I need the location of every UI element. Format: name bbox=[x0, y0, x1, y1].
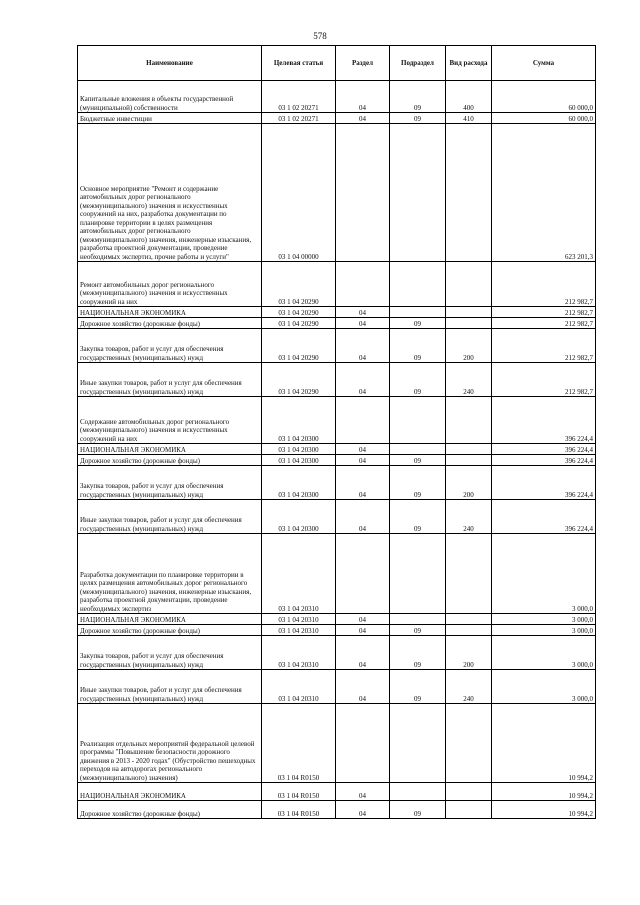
row-name bbox=[78, 466, 262, 500]
row-name-text: Иные закупки товаров, работ и услуг для обеспечения государственных (муниципальных) нужд bbox=[80, 379, 242, 396]
row-name-text: НАЦИОНАЛЬНАЯ ЭКОНОМИКА bbox=[80, 791, 186, 800]
row-section: 04 bbox=[336, 81, 390, 113]
row-target-article: 03 1 04 20310 bbox=[262, 534, 336, 614]
row-subsection: 09 bbox=[390, 329, 446, 363]
table-row bbox=[78, 124, 596, 262]
row-sum: 212 982,7 bbox=[492, 307, 596, 318]
row-name bbox=[78, 397, 262, 444]
row-name-text: Бюджетные инвестиции bbox=[80, 114, 152, 123]
row-sum: 212 982,7 bbox=[492, 318, 596, 329]
row-name bbox=[78, 455, 262, 466]
table-row bbox=[78, 704, 596, 783]
row-name-text: НАЦИОНАЛЬНАЯ ЭКОНОМИКА bbox=[80, 615, 186, 624]
table-row bbox=[78, 636, 596, 670]
row-subsection: 09 bbox=[390, 113, 446, 124]
row-section: 04 bbox=[336, 113, 390, 124]
row-name bbox=[78, 444, 262, 455]
row-sum: 396 224,4 bbox=[492, 466, 596, 500]
row-subsection: 09 bbox=[390, 636, 446, 670]
row-name-text: НАЦИОНАЛЬНАЯ ЭКОНОМИКА bbox=[80, 308, 186, 317]
row-expense-type: 240 bbox=[446, 500, 492, 534]
row-target-article: 03 1 04 20290 bbox=[262, 262, 336, 307]
row-section: 04 bbox=[336, 500, 390, 534]
table-row bbox=[78, 801, 596, 819]
row-name-text: Иные закупки товаров, работ и услуг для обеспечения государственных (муниципальных) нужд bbox=[80, 516, 242, 533]
row-target-article: 03 1 04 20300 bbox=[262, 455, 336, 466]
row-section: 04 bbox=[336, 625, 390, 636]
row-expense-type bbox=[446, 614, 492, 625]
row-expense-type bbox=[446, 783, 492, 801]
table-row bbox=[78, 329, 596, 363]
row-subsection bbox=[390, 704, 446, 783]
header-sum: Сумма bbox=[492, 46, 596, 81]
row-section: 04 bbox=[336, 329, 390, 363]
table-row bbox=[78, 81, 596, 113]
row-name bbox=[78, 614, 262, 625]
row-expense-type bbox=[446, 534, 492, 614]
row-subsection: 09 bbox=[390, 801, 446, 819]
header-name: Наименование bbox=[78, 46, 262, 81]
row-name-text: Реализация отдельных мероприятий федеральной целевой программы "Повышение безопасности дорожного движения в 2013 - 2020 годах" (Обустройство пешеходных переходов на автодорогах регионального (межмуниципального) значения) bbox=[80, 739, 256, 782]
row-name bbox=[78, 670, 262, 704]
table-row bbox=[78, 397, 596, 444]
row-name bbox=[78, 801, 262, 819]
table-row bbox=[78, 783, 596, 801]
row-subsection: 09 bbox=[390, 318, 446, 329]
table-row bbox=[78, 500, 596, 534]
row-section: 04 bbox=[336, 444, 390, 455]
row-sum: 623 201,3 bbox=[492, 124, 596, 262]
row-name bbox=[78, 363, 262, 397]
table-row bbox=[78, 670, 596, 704]
row-sum: 3 000,0 bbox=[492, 534, 596, 614]
header-section: Раздел bbox=[336, 46, 390, 81]
row-sum: 212 982,7 bbox=[492, 363, 596, 397]
row-sum: 396 224,4 bbox=[492, 444, 596, 455]
row-subsection: 09 bbox=[390, 625, 446, 636]
row-subsection: 09 bbox=[390, 466, 446, 500]
row-sum: 212 982,7 bbox=[492, 329, 596, 363]
row-expense-type: 200 bbox=[446, 636, 492, 670]
table-row bbox=[78, 466, 596, 500]
row-expense-type: 240 bbox=[446, 670, 492, 704]
row-subsection: 09 bbox=[390, 670, 446, 704]
row-sum: 396 224,4 bbox=[492, 455, 596, 466]
row-subsection bbox=[390, 534, 446, 614]
row-target-article: 03 1 04 20310 bbox=[262, 625, 336, 636]
row-subsection bbox=[390, 307, 446, 318]
row-name bbox=[78, 636, 262, 670]
table-row bbox=[78, 113, 596, 124]
row-name bbox=[78, 318, 262, 329]
row-expense-type: 200 bbox=[446, 329, 492, 363]
row-name-text: Основное мероприятие "Ремонт и содержание автомобильных дорог регионального (межмуниципального) значения и искусственных сооружений на них, разработка документации по планировке территории в целях размещения автомобильных дорог регионального (межмуниципального) значения, инженерные изыскания, разработка проектной документации, проведение необходимых экспертиз, прочие работы и услуги" bbox=[80, 184, 252, 261]
row-subsection bbox=[390, 262, 446, 307]
row-subsection: 09 bbox=[390, 363, 446, 397]
row-name-text: Дорожное хозяйство (дорожные фонды) bbox=[80, 319, 201, 328]
row-sum: 10 994,2 bbox=[492, 783, 596, 801]
row-name-text: Ремонт автомобильных дорог регионального (межмуниципального) значения и искусственных сооружений на них bbox=[80, 280, 228, 306]
row-sum: 3 000,0 bbox=[492, 636, 596, 670]
row-target-article: 03 1 02 20271 bbox=[262, 113, 336, 124]
row-section bbox=[336, 124, 390, 262]
row-subsection bbox=[390, 614, 446, 625]
row-target-article: 03 1 04 20290 bbox=[262, 307, 336, 318]
row-subsection: 09 bbox=[390, 81, 446, 113]
row-expense-type bbox=[446, 444, 492, 455]
row-name-text: Дорожное хозяйство (дорожные фонды) bbox=[80, 456, 201, 465]
page-number: 578 bbox=[313, 31, 327, 41]
row-sum: 60 000,0 bbox=[492, 81, 596, 113]
row-target-article: 03 1 04 R0150 bbox=[262, 783, 336, 801]
row-name-text: Содержание автомобильных дорог регионального (межмуниципального) значения и искусственных сооружений на них bbox=[80, 417, 230, 443]
row-name bbox=[78, 262, 262, 307]
row-target-article: 03 1 04 20290 bbox=[262, 318, 336, 329]
header-subsection: Подраздел bbox=[390, 46, 446, 81]
row-name-text: Закупка товаров, работ и услуг для обеспечения государственных (муниципальных) нужд bbox=[80, 652, 224, 669]
row-expense-type bbox=[446, 124, 492, 262]
row-expense-type bbox=[446, 318, 492, 329]
row-sum: 396 224,4 bbox=[492, 397, 596, 444]
row-section bbox=[336, 397, 390, 444]
row-subsection: 09 bbox=[390, 455, 446, 466]
row-name-text: НАЦИОНАЛЬНАЯ ЭКОНОМИКА bbox=[80, 445, 186, 454]
row-target-article: 03 1 02 20271 bbox=[262, 81, 336, 113]
row-expense-type bbox=[446, 307, 492, 318]
row-section: 04 bbox=[336, 636, 390, 670]
row-section: 04 bbox=[336, 466, 390, 500]
header-target-article: Целевая статья bbox=[262, 46, 336, 81]
table-row bbox=[78, 307, 596, 318]
row-sum: 396 224,4 bbox=[492, 500, 596, 534]
row-subsection bbox=[390, 124, 446, 262]
budget-table bbox=[77, 45, 596, 819]
row-name-text: Иные закупки товаров, работ и услуг для обеспечения государственных (муниципальных) нужд bbox=[80, 686, 242, 703]
row-target-article: 03 1 04 20290 bbox=[262, 329, 336, 363]
row-target-article: 03 1 04 20300 bbox=[262, 444, 336, 455]
row-target-article: 03 1 04 20290 bbox=[262, 363, 336, 397]
row-target-article: 03 1 04 20300 bbox=[262, 500, 336, 534]
row-name bbox=[78, 534, 262, 614]
row-name bbox=[78, 704, 262, 783]
row-subsection bbox=[390, 397, 446, 444]
row-sum: 10 994,2 bbox=[492, 801, 596, 819]
table-row bbox=[78, 625, 596, 636]
row-name bbox=[78, 500, 262, 534]
row-section: 04 bbox=[336, 801, 390, 819]
row-name bbox=[78, 625, 262, 636]
row-sum: 60 000,0 bbox=[492, 113, 596, 124]
row-sum: 10 994,2 bbox=[492, 704, 596, 783]
table-row bbox=[78, 262, 596, 307]
row-expense-type bbox=[446, 262, 492, 307]
row-target-article: 03 1 04 20310 bbox=[262, 670, 336, 704]
row-expense-type bbox=[446, 625, 492, 636]
row-expense-type bbox=[446, 455, 492, 466]
row-name bbox=[78, 329, 262, 363]
row-target-article: 03 1 04 00000 bbox=[262, 124, 336, 262]
row-expense-type: 410 bbox=[446, 113, 492, 124]
row-target-article: 03 1 04 R0150 bbox=[262, 801, 336, 819]
table-row bbox=[78, 614, 596, 625]
row-sum: 3 000,0 bbox=[492, 614, 596, 625]
row-expense-type bbox=[446, 397, 492, 444]
row-expense-type bbox=[446, 801, 492, 819]
row-subsection: 09 bbox=[390, 500, 446, 534]
row-expense-type: 200 bbox=[446, 466, 492, 500]
row-target-article: 03 1 04 20300 bbox=[262, 466, 336, 500]
row-section: 04 bbox=[336, 783, 390, 801]
row-section: 04 bbox=[336, 363, 390, 397]
row-target-article: 03 1 04 20310 bbox=[262, 636, 336, 670]
table-row bbox=[78, 318, 596, 329]
row-section: 04 bbox=[336, 614, 390, 625]
header-expense-type: Вид расхода bbox=[446, 46, 492, 81]
table-row bbox=[78, 534, 596, 614]
table-header-row bbox=[78, 46, 596, 81]
row-name bbox=[78, 113, 262, 124]
row-name bbox=[78, 307, 262, 318]
row-sum: 212 982,7 bbox=[492, 262, 596, 307]
row-section bbox=[336, 262, 390, 307]
row-name-text: Разработка документации по планировке территории в целях размещения автомобильных дорог регионального (межмуниципального) значения, инженерные изыскания, разработка проектной документации, проведение необходимых экспертиз bbox=[80, 570, 252, 613]
row-expense-type bbox=[446, 704, 492, 783]
row-name-text: Закупка товаров, работ и услуг для обеспечения государственных (муниципальных) нужд bbox=[80, 345, 224, 362]
row-sum: 3 000,0 bbox=[492, 670, 596, 704]
row-section: 04 bbox=[336, 455, 390, 466]
row-subsection bbox=[390, 783, 446, 801]
table-row bbox=[78, 363, 596, 397]
row-subsection bbox=[390, 444, 446, 455]
table-row bbox=[78, 444, 596, 455]
row-section: 04 bbox=[336, 318, 390, 329]
row-name-text: Закупка товаров, работ и услуг для обеспечения государственных (муниципальных) нужд bbox=[80, 482, 224, 499]
row-section bbox=[336, 704, 390, 783]
row-sum: 3 000,0 bbox=[492, 625, 596, 636]
row-expense-type: 240 bbox=[446, 363, 492, 397]
table-row bbox=[78, 455, 596, 466]
table-body bbox=[78, 81, 596, 819]
row-section: 04 bbox=[336, 670, 390, 704]
row-target-article: 03 1 04 R0150 bbox=[262, 704, 336, 783]
row-name bbox=[78, 783, 262, 801]
row-section: 04 bbox=[336, 307, 390, 318]
row-name bbox=[78, 124, 262, 262]
row-expense-type: 400 bbox=[446, 81, 492, 113]
row-target-article: 03 1 04 20300 bbox=[262, 397, 336, 444]
row-target-article: 03 1 04 20310 bbox=[262, 614, 336, 625]
row-name-text: Капитальные вложения в объекты государственной (муниципальной) собственности bbox=[80, 95, 234, 112]
row-name bbox=[78, 81, 262, 113]
row-section bbox=[336, 534, 390, 614]
row-name-text: Дорожное хозяйство (дорожные фонды) bbox=[80, 626, 201, 635]
row-name-text: Дорожное хозяйство (дорожные фонды) bbox=[80, 809, 201, 818]
